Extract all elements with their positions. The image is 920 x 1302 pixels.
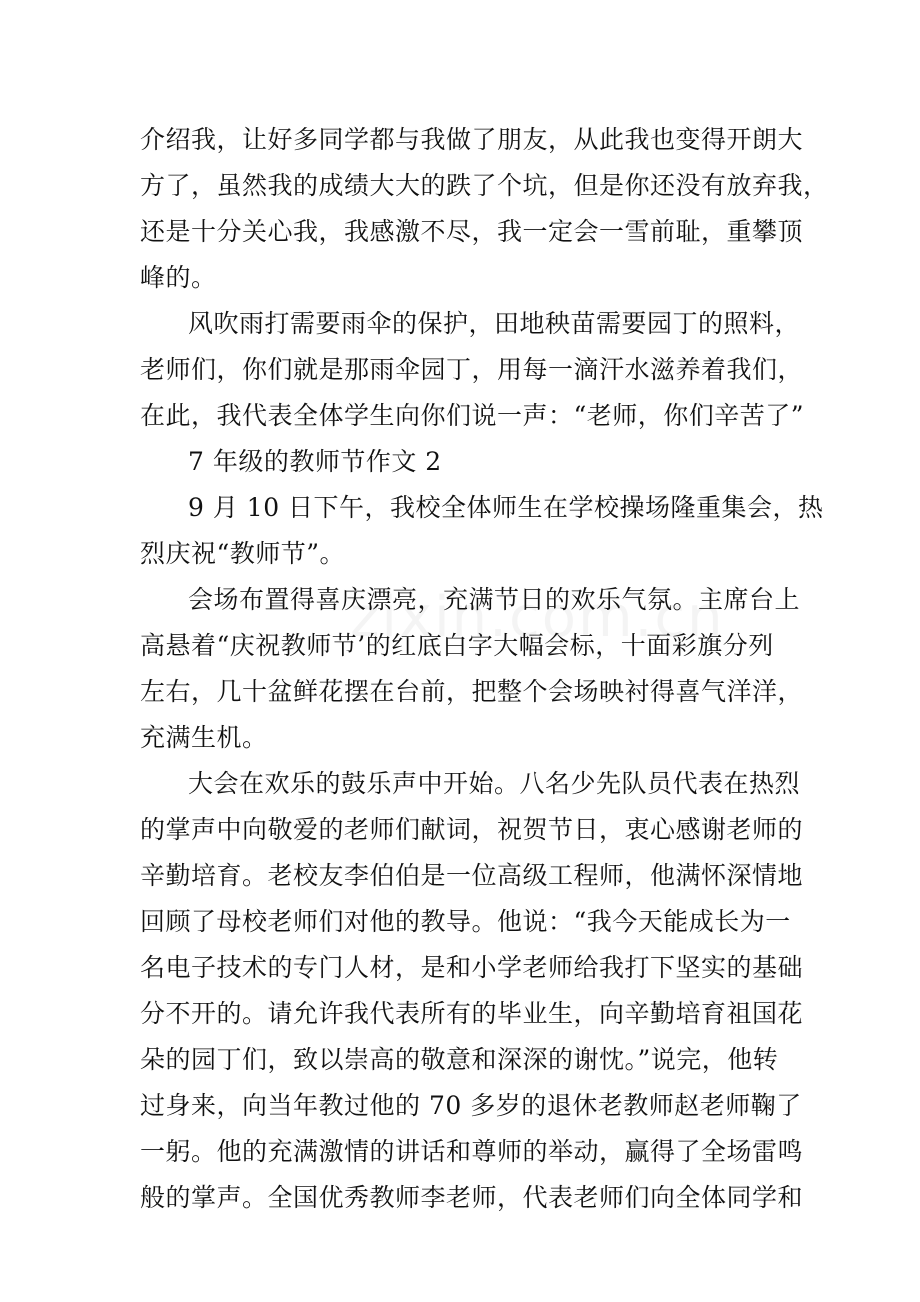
text-line: 左右，几十盆鲜花摆在台前，把整个会场映衬得喜气洋洋， bbox=[140, 677, 804, 706]
section-heading: 7 年级的教师节作文 2 bbox=[188, 447, 442, 476]
text-line: 风吹雨打需要雨伞的保护，田地秧苗需要园丁的照料， bbox=[188, 309, 801, 338]
text-line: 般的掌声。全国优秀教师李老师，代表老师们向全体同学和 bbox=[140, 1183, 804, 1212]
text-line: 在此，我代表全体学生向你们说一声：“老师，你们辛苦了” bbox=[140, 401, 805, 430]
text-line: 辛勤培育。老校友李伯伯是一位高级工程师，他满怀深情地 bbox=[140, 861, 804, 890]
text-line: 还是十分关心我，我感激不尽，我一定会一雪前耻，重攀顶 bbox=[140, 217, 804, 246]
text-line: 回顾了母校老师们对他的教导。他说：“我今天能成长为一 bbox=[140, 907, 791, 936]
text-line: 一躬。他的充满激情的讲话和尊师的举动，赢得了全场雷鸣 bbox=[140, 1137, 804, 1166]
text-line: 9 月 10 日下午，我校全体师生在学校操场隆重集会，热 bbox=[188, 493, 824, 522]
text-line: 的掌声中向敬爱的老师们献词，祝贺节日，衷心感谢老师的 bbox=[140, 815, 804, 844]
text-line: 老师们，你们就是那雨伞园丁，用每一滴汗水滋养着我们， bbox=[140, 355, 804, 384]
text-line: 名电子技术的专门人材，是和小学老师给我打下坚实的基础 bbox=[140, 953, 804, 982]
text-line: 峰的。 bbox=[140, 263, 217, 292]
text-line: 方了，虽然我的成绩大大的跌了个坑，但是你还没有放弃我， bbox=[140, 171, 829, 200]
text-line: 介绍我，让好多同学都与我做了朋友，从此我也变得开朗大 bbox=[140, 125, 804, 154]
text-line: 高悬着“庆祝教师节’的红底白字大幅会标，十面彩旗分列 bbox=[140, 631, 774, 660]
text-line: 朵的园丁们，致以崇高的敬意和深深的谢忱。”说完，他转 bbox=[140, 1045, 779, 1074]
text-line: 充满生机。 bbox=[140, 723, 268, 752]
text-line: 过身来，向当年教过他的 70 多岁的退休老教师赵老师鞠了 bbox=[140, 1091, 802, 1120]
text-line: 会场布置得喜庆漂亮，充满节日的欢乐气氛。主席台上 bbox=[188, 585, 801, 614]
text-line: 分不开的。请允许我代表所有的毕业生，向辛勤培育祖国花 bbox=[140, 999, 804, 1028]
text-line: 烈庆祝“教师节”。 bbox=[140, 539, 346, 568]
text-line: 大会在欢乐的鼓乐声中开始。八名少先队员代表在热烈 bbox=[188, 769, 801, 798]
